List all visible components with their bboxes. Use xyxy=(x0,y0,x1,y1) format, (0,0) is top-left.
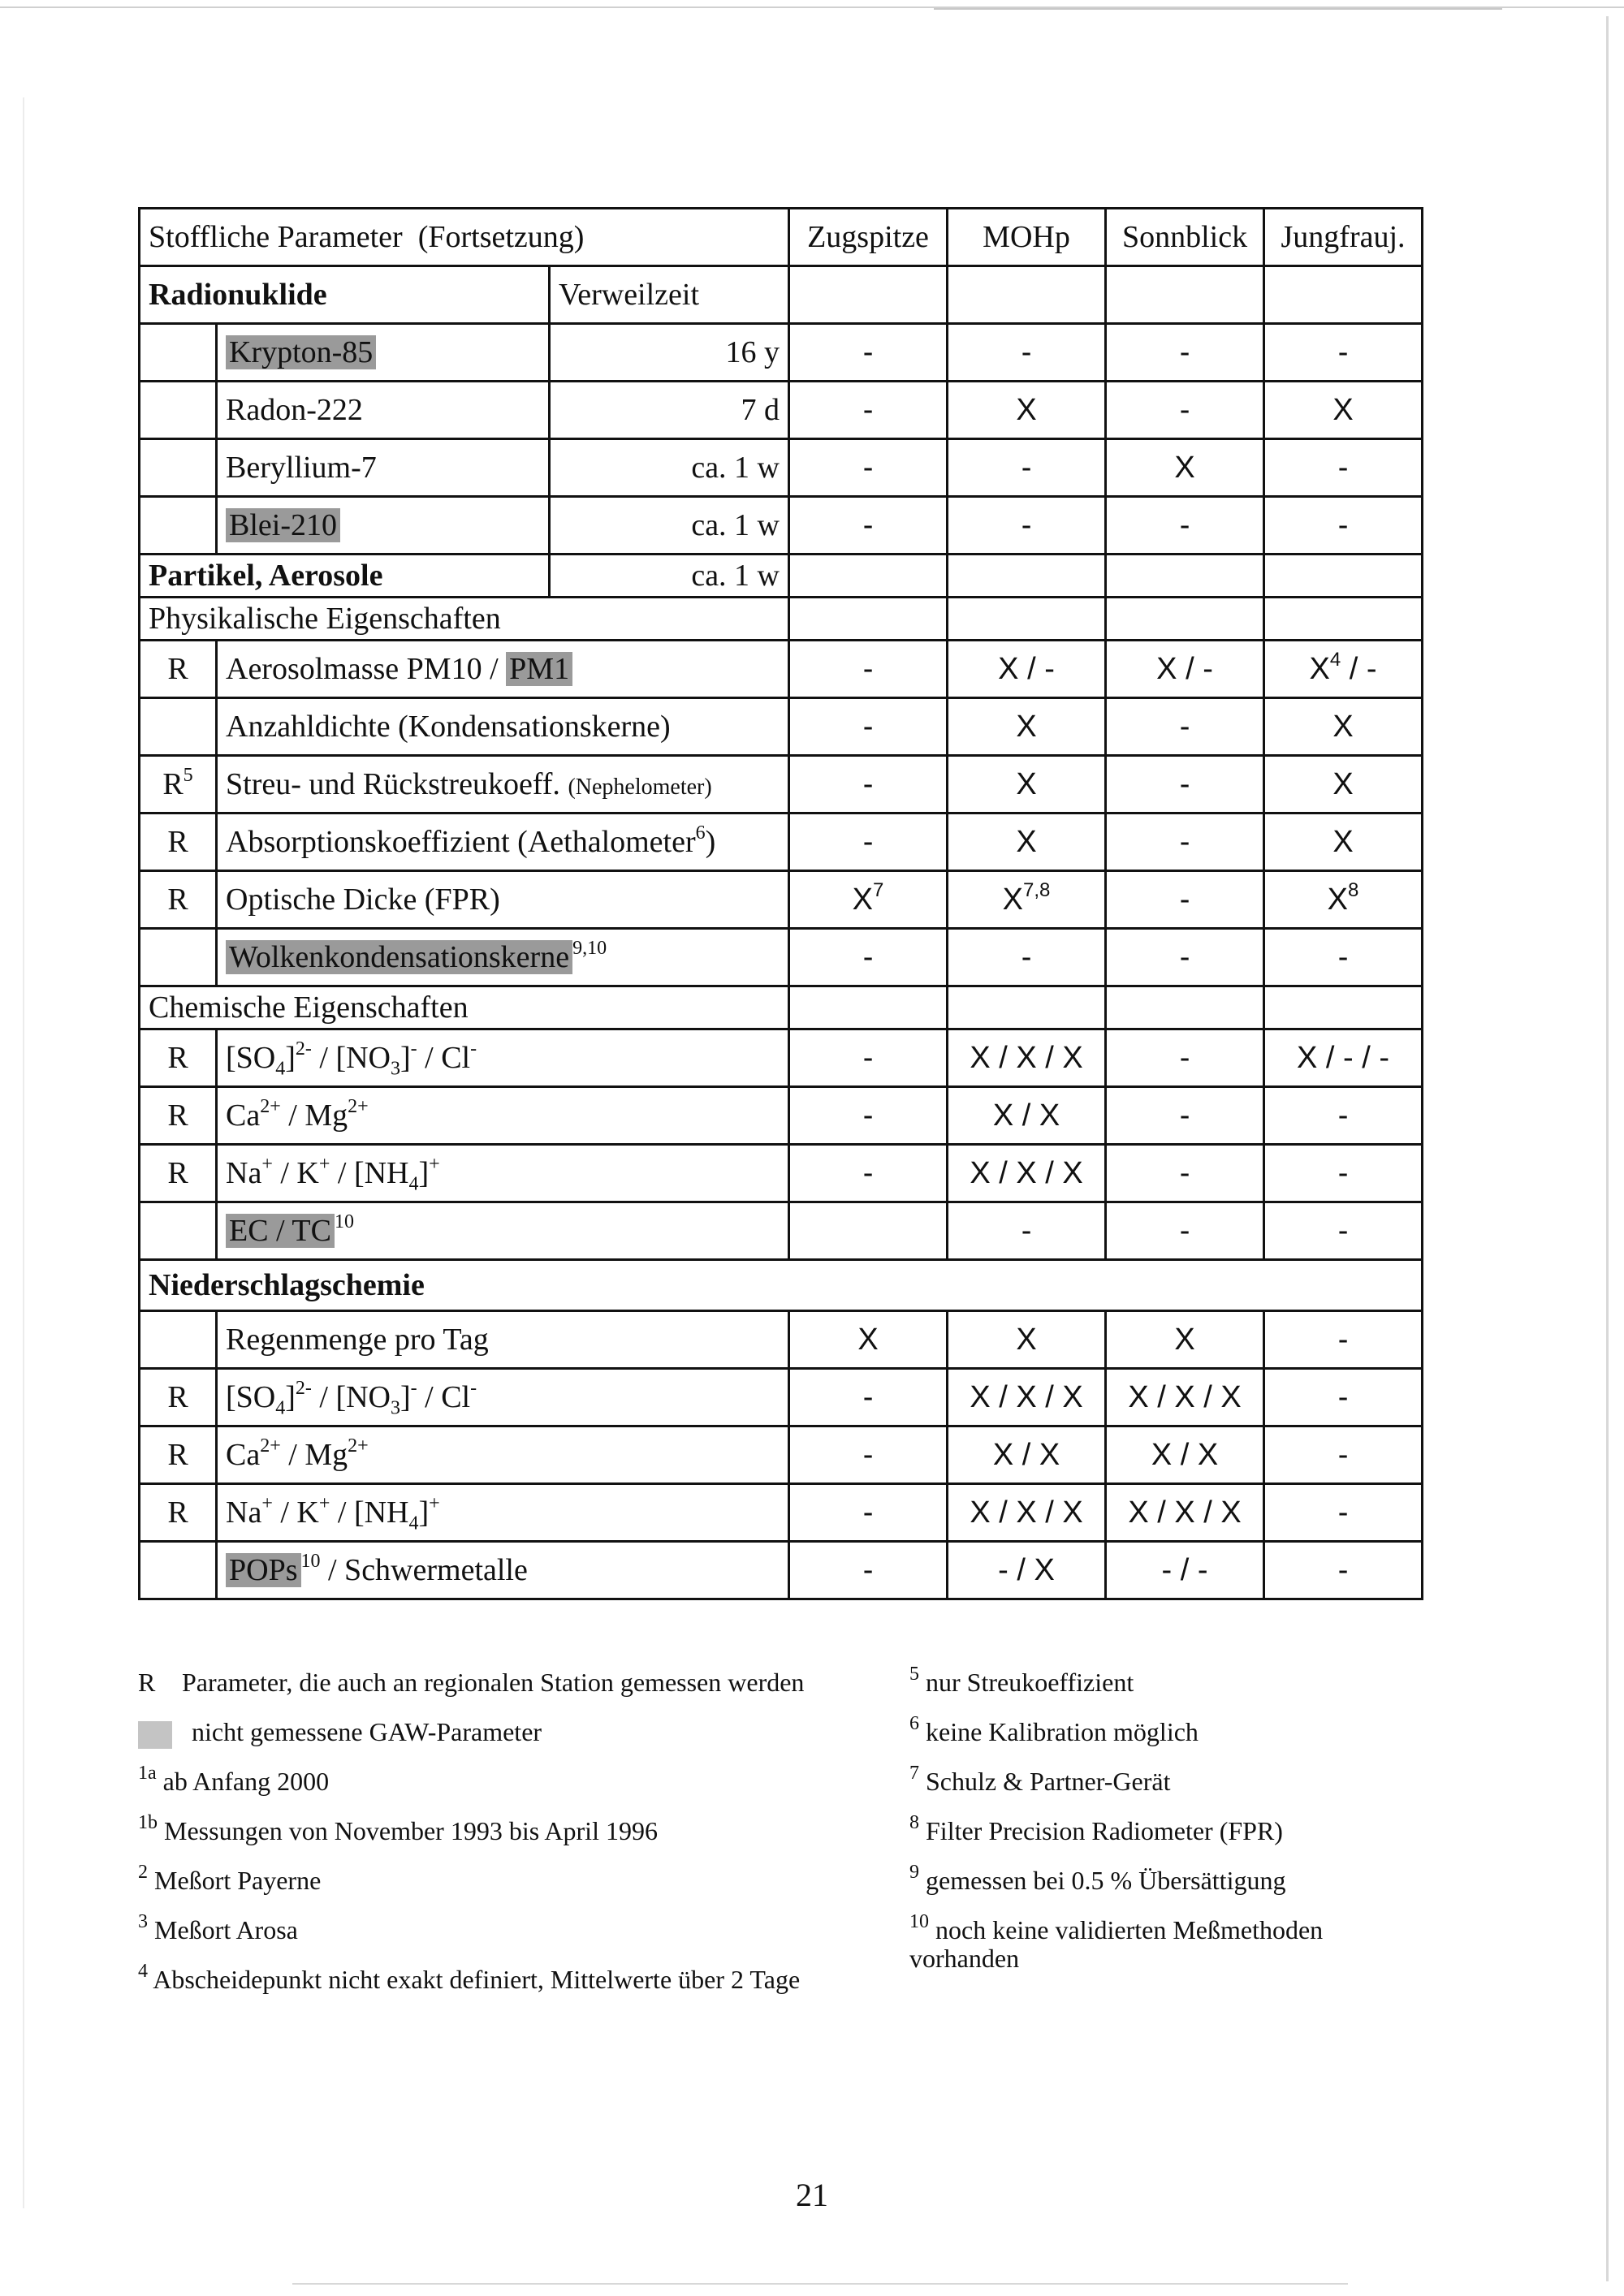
value-cell: - xyxy=(1106,382,1264,439)
header-cont: (Fortsetzung) xyxy=(417,220,585,254)
value-cell: - xyxy=(1264,1484,1423,1542)
table-row xyxy=(140,1484,1423,1542)
value-cell: X xyxy=(948,382,1106,439)
page-number: 21 xyxy=(796,2177,828,2213)
footnotes-right xyxy=(909,1664,1397,1997)
value-cell: X / X / X xyxy=(948,1369,1106,1426)
value-cell: - xyxy=(789,1426,948,1484)
footnote: $^{1a}$ ab Anfang 2000 xyxy=(138,1763,330,1796)
regional-marker: R xyxy=(140,871,217,929)
value-cell: - xyxy=(1106,497,1264,555)
footnote: $^5$ nur Streukoeffizient xyxy=(909,1664,1134,1697)
value-cell: X / X / X xyxy=(948,1029,1106,1087)
footnote: $^2$ Meßort Payerne xyxy=(138,1862,322,1895)
value-cell: X / - xyxy=(1106,641,1264,698)
residence-time: ca. 1 w xyxy=(550,497,789,555)
not-measured-highlight: Wolkenkondensationskerne xyxy=(226,940,572,974)
regional-marker: $R^5$ xyxy=(140,756,217,814)
value-cell: - xyxy=(1264,324,1423,382)
not-measured-highlight: POPs xyxy=(226,1553,301,1587)
scan-edge-left xyxy=(23,97,24,2208)
value-cell: - xyxy=(789,1145,948,1202)
value-cell: - xyxy=(1264,929,1423,986)
value-cell: - xyxy=(1106,1145,1264,1202)
parameter-table xyxy=(138,207,1423,1600)
regional-marker: R xyxy=(140,641,217,698)
header-row xyxy=(140,209,1423,266)
header-param-cell xyxy=(140,209,789,266)
value-cell: X xyxy=(1264,698,1423,756)
param-name: Optische Dicke (FPR) xyxy=(217,871,789,929)
value-cell: - xyxy=(1106,814,1264,871)
value-cell: X xyxy=(948,814,1106,871)
param-name: $Na^+ / K^+ / [NH_4]^+$ xyxy=(217,1145,789,1202)
value-cell: - xyxy=(1264,1426,1423,1484)
value-cell: - xyxy=(1264,1369,1423,1426)
param-name: Radon-222 xyxy=(217,382,550,439)
value-cell: - xyxy=(1106,1087,1264,1145)
value-cell: - xyxy=(1264,439,1423,497)
param-name: $[SO_4]^{2-} / [NO_3]^- / Cl^-$ xyxy=(217,1369,789,1426)
value-cell: X xyxy=(1264,756,1423,814)
footnote: nicht gemessene GAW-Parameter xyxy=(138,1718,869,1767)
table-row xyxy=(140,324,1423,382)
value-cell: - xyxy=(789,929,948,986)
value-cell: X / X / X xyxy=(948,1145,1106,1202)
value-cell: - xyxy=(948,497,1106,555)
value-cell: X xyxy=(789,1311,948,1369)
value-cell: - xyxy=(1264,1145,1423,1202)
footnote: $^9$ gemessen bei 0.5 % Übersättigung xyxy=(909,1862,1286,1895)
regional-marker: R xyxy=(140,1087,217,1145)
scan-edge-bottom xyxy=(292,2283,1348,2285)
subsection-title: Physikalische Eigenschaften xyxy=(140,598,789,641)
value-cell: - xyxy=(1264,1202,1423,1260)
value-cell: X / X xyxy=(1106,1426,1264,1484)
value-cell: - xyxy=(1106,1029,1264,1087)
param-name: POPs $^{10}$ / Schwermetalle xyxy=(217,1542,789,1599)
table-row xyxy=(140,1087,1423,1145)
value-cell: X xyxy=(948,756,1106,814)
table-row xyxy=(140,641,1423,698)
subsection-title: Chemische Eigenschaften xyxy=(140,986,789,1029)
value-cell: - xyxy=(789,814,948,871)
value-cell xyxy=(789,1202,948,1260)
value-cell: $X^7$ xyxy=(789,871,948,929)
value-cell: X xyxy=(1264,814,1423,871)
value-cell: X$^{7,8}$ xyxy=(948,871,1106,929)
footnote: $^8$ Filter Precision Radiometer (FPR) xyxy=(909,1812,1283,1845)
value-cell: - xyxy=(789,382,948,439)
regional-marker: R xyxy=(140,814,217,871)
value-cell: $X^8$ xyxy=(1264,871,1423,929)
value-cell: - xyxy=(789,641,948,698)
nieder-section-row xyxy=(140,1260,1423,1311)
value-cell: - xyxy=(789,497,948,555)
param-name: Beryllium-7 xyxy=(217,439,550,497)
value-cell: X / - xyxy=(948,641,1106,698)
table-row xyxy=(140,871,1423,929)
value-cell: - xyxy=(1106,871,1264,929)
param-name: Regenmenge pro Tag xyxy=(217,1311,789,1369)
footnote: $^4$ Abscheidepunkt nicht exakt definiert, Mittelwerte über 2 Tage xyxy=(138,1961,801,1994)
param-name: Streu- und Rückstreukoeff. (Nephelometer) xyxy=(217,756,789,814)
value-cell: $X^4$ / - xyxy=(1264,641,1423,698)
footnote: $^7$ Schulz & Partner-Gerät xyxy=(909,1763,1171,1796)
scan-edge-right xyxy=(1606,16,1609,2281)
value-cell: - xyxy=(1106,698,1264,756)
residence-time: 16 y xyxy=(550,324,789,382)
value-cell: X / X / X xyxy=(1106,1369,1264,1426)
value-cell: - xyxy=(1106,929,1264,986)
param-name: $[SO_4]^{2-} / [NO_3]^- / Cl^-$ xyxy=(217,1029,789,1087)
param-name: Anzahldichte (Kondensationskerne) xyxy=(217,698,789,756)
footnote: R Parameter, die auch an regionalen Station gemessen werden xyxy=(138,1668,805,1697)
value-cell: - xyxy=(948,439,1106,497)
param-name: EC / TC $^{10}$ xyxy=(217,1202,789,1260)
value-cell: - xyxy=(789,324,948,382)
regional-marker: R xyxy=(140,1426,217,1484)
value-cell: - xyxy=(789,1087,948,1145)
param-name: Absorptionskoeffizient (Aethalometer$^6$) xyxy=(217,814,789,871)
table-row xyxy=(140,1145,1423,1202)
value-cell: - xyxy=(1106,1202,1264,1260)
header-param: Stoffliche Parameter xyxy=(149,220,403,254)
table-row xyxy=(140,497,1423,555)
section-title: Niederschlagschemie xyxy=(140,1260,1423,1311)
value-cell: X xyxy=(948,1311,1106,1369)
footnote: $^3$ Meßort Arosa xyxy=(138,1911,298,1944)
value-cell: - xyxy=(789,1484,948,1542)
value-cell: X xyxy=(1106,1311,1264,1369)
value-cell: - xyxy=(948,929,1106,986)
table-row xyxy=(140,1369,1423,1426)
not-measured-highlight: EC / TC xyxy=(226,1214,335,1248)
regional-marker: R xyxy=(140,1029,217,1087)
table-row xyxy=(140,1029,1423,1087)
footnotes-left xyxy=(138,1668,869,2015)
value-cell: - xyxy=(789,756,948,814)
param-name xyxy=(217,497,550,555)
value-cell: - xyxy=(1264,1542,1423,1599)
header-station: MOHp xyxy=(948,209,1106,266)
table-row xyxy=(140,1426,1423,1484)
radionuklide-section-row xyxy=(140,266,1423,324)
value-cell: - xyxy=(789,1029,948,1087)
value-cell: X xyxy=(1106,439,1264,497)
value-cell: - xyxy=(789,1369,948,1426)
table-row xyxy=(140,814,1423,871)
param-name: $Ca^{2+} / Mg^{2+}$ xyxy=(217,1087,789,1145)
section-title: Partikel, Aerosole xyxy=(140,555,550,598)
value-cell: - xyxy=(1106,324,1264,382)
table-row xyxy=(140,1542,1423,1599)
param-name: $Ca^{2+} / Mg^{2+}$ xyxy=(217,1426,789,1484)
param-name: Aerosolmasse PM10 / PM1 xyxy=(217,641,789,698)
param-name: $Na^+ / K^+ / [NH_4]^+$ xyxy=(217,1484,789,1542)
value-cell: - xyxy=(948,1202,1106,1260)
table-row xyxy=(140,1202,1423,1260)
partikel-section-row xyxy=(140,555,1423,598)
footnote: $^{1b}$ Messungen von November 1993 bis April 1996 xyxy=(138,1812,658,1845)
residence-time: ca. 1 w xyxy=(550,555,789,598)
chem-section-row xyxy=(140,986,1423,1029)
footnote: $^{10}$ noch keine validierten Meßmethoden vorhanden xyxy=(909,1911,1324,1974)
not-measured-highlight: Krypton-85 xyxy=(226,335,376,369)
value-cell: - xyxy=(1264,1311,1423,1369)
not-measured-highlight: Blei-210 xyxy=(226,508,340,542)
value-cell: X / X / X xyxy=(1106,1484,1264,1542)
not-measured-highlight: PM1 xyxy=(506,652,572,686)
regional-marker: R xyxy=(140,1145,217,1202)
section-title: Radionuklide xyxy=(140,266,550,324)
residence-time: ca. 1 w xyxy=(550,439,789,497)
header-station: Jungfrauj. xyxy=(1264,209,1423,266)
table-row xyxy=(140,698,1423,756)
value-cell: - xyxy=(1106,756,1264,814)
value-cell: - xyxy=(789,698,948,756)
value-cell: - xyxy=(948,324,1106,382)
residence-time: 7 d xyxy=(550,382,789,439)
table-row xyxy=(140,929,1423,986)
regional-marker: R xyxy=(140,1369,217,1426)
header-station: Sonnblick xyxy=(1106,209,1264,266)
value-cell: - xyxy=(1264,1087,1423,1145)
header-station: Zugspitze xyxy=(789,209,948,266)
value-cell: X / X xyxy=(948,1087,1106,1145)
value-cell: - / - xyxy=(1106,1542,1264,1599)
table-row xyxy=(140,382,1423,439)
value-cell: X xyxy=(1264,382,1423,439)
param-name xyxy=(217,324,550,382)
value-cell: - / X xyxy=(948,1542,1106,1599)
table-row xyxy=(140,1311,1423,1369)
value-cell: X / X / X xyxy=(948,1484,1106,1542)
value-cell: X / - / - xyxy=(1264,1029,1423,1087)
not-measured-swatch xyxy=(138,1721,172,1749)
value-cell: - xyxy=(789,1542,948,1599)
value-cell: - xyxy=(1264,497,1423,555)
verweilzeit-header: Verweilzeit xyxy=(550,266,789,324)
value-cell: X / X xyxy=(948,1426,1106,1484)
value-cell: - xyxy=(789,439,948,497)
param-name: Wolkenkondensationskerne $^{9,10}$ xyxy=(217,929,789,986)
footnote: $^6$ keine Kalibration möglich xyxy=(909,1713,1199,1746)
value-cell: X xyxy=(948,698,1106,756)
table-row xyxy=(140,439,1423,497)
table-row xyxy=(140,756,1423,814)
scan-edge-top-2 xyxy=(934,8,1502,10)
phys-section-row xyxy=(140,598,1423,641)
regional-marker: R xyxy=(140,1484,217,1542)
